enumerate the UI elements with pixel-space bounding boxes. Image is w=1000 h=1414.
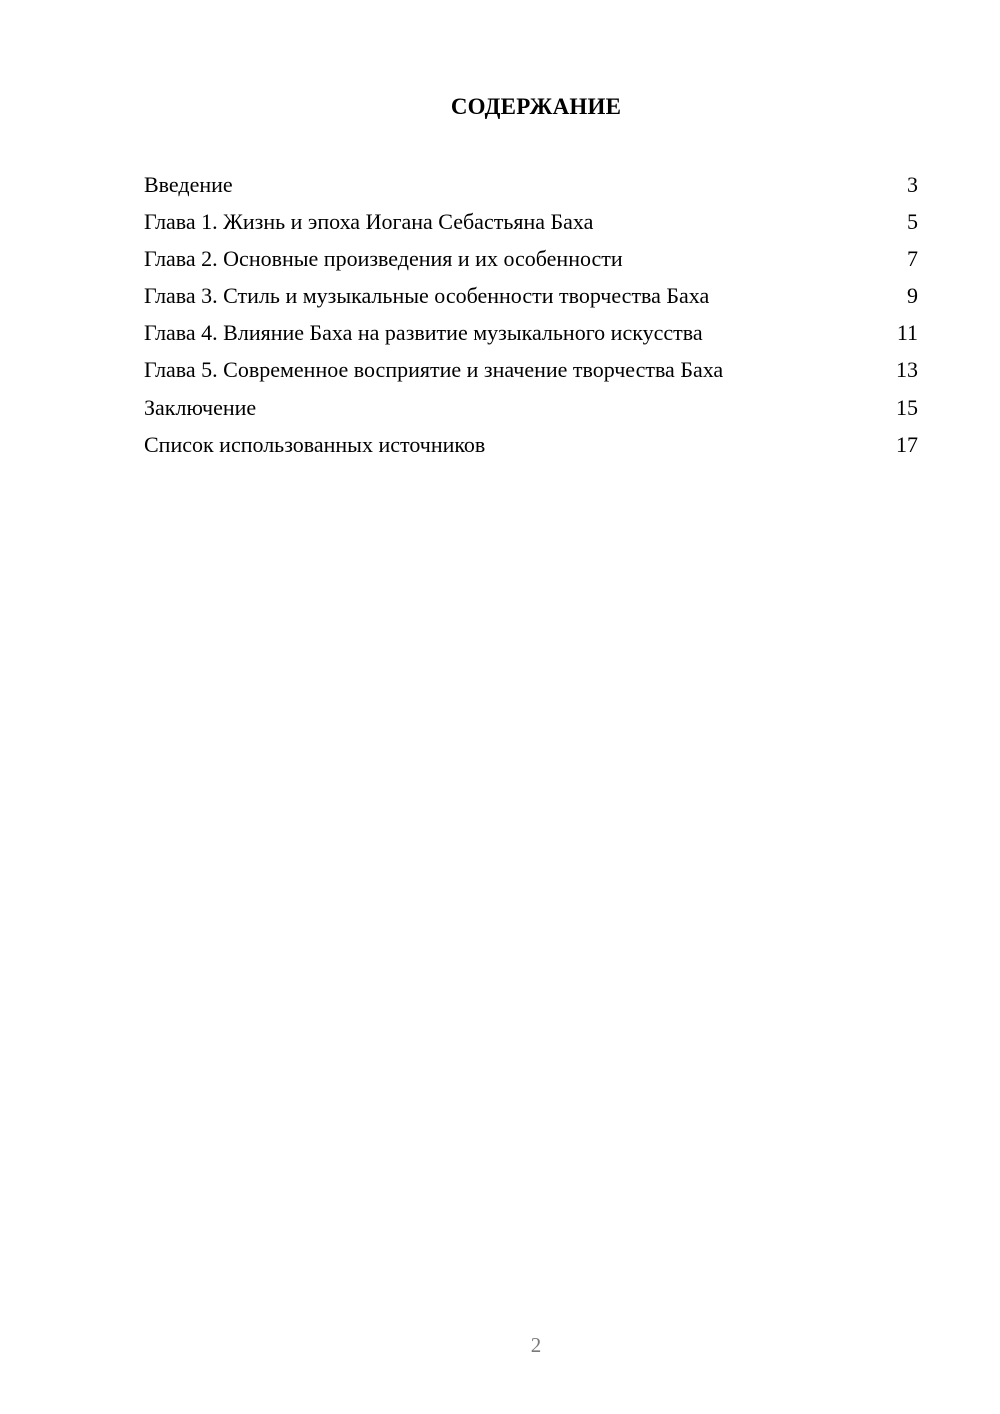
toc-entry-chapter-2[interactable] (144, 244, 918, 281)
toc-entry-page-number: 17 (896, 431, 918, 457)
toc-entry-page-number: 9 (907, 283, 918, 309)
toc-entry-page-number: 3 (907, 172, 918, 197)
toc-entry-label: Заключение (144, 394, 257, 420)
toc-entry-page-number: 11 (896, 320, 918, 346)
toc-entry-chapter-3[interactable] (144, 281, 918, 318)
toc-entry-page-number: 13 (896, 357, 918, 383)
toc-entry-label: Список использованных источников (144, 431, 486, 457)
toc-entry-label: Глава 1. Жизнь и эпоха Иогана Себастьяна Баха (144, 209, 594, 235)
toc-entry-label: Введение (144, 172, 233, 197)
toc-entry-conclusion[interactable] (144, 393, 918, 430)
toc-list (144, 170, 918, 467)
toc-entry-chapter-4[interactable] (144, 318, 918, 355)
toc-entry-page-number: 7 (907, 246, 918, 272)
toc-entry-references[interactable] (144, 430, 918, 467)
page-footer-number: 2 (530, 1333, 542, 1357)
toc-entry-label: Глава 5. Современное восприятие и значение творчества Баха (144, 357, 724, 383)
toc-entry-introduction[interactable] (144, 170, 918, 207)
toc-entry-page-number: 5 (907, 209, 918, 235)
toc-entry-page-number: 15 (896, 394, 918, 420)
toc-entry-chapter-1[interactable] (144, 207, 918, 244)
toc-entry-chapter-5[interactable] (144, 355, 918, 392)
toc-entry-label: Глава 2. Основные произведения и их особенности (144, 246, 623, 272)
toc-entry-label: Глава 3. Стиль и музыкальные особенности творчества Баха (144, 283, 710, 309)
toc-entry-label: Глава 4. Влияние Баха на развитие музыкального искусства (144, 320, 703, 346)
toc-title: СОДЕРЖАНИЕ (450, 94, 622, 119)
